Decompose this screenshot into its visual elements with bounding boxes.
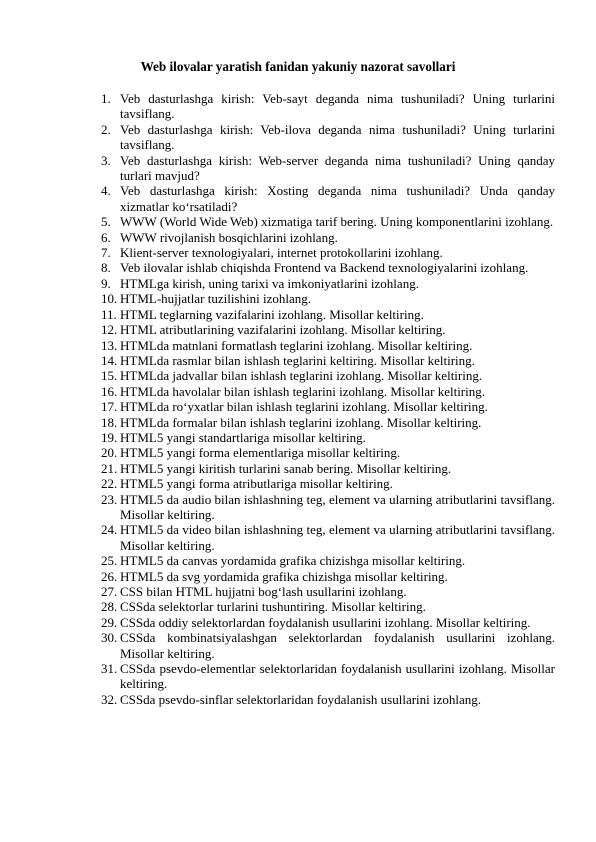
question-item [101, 445, 555, 460]
question-number: 22. [101, 476, 118, 492]
question-text: Veb dasturlashga kirish: Veb-ilova deganda nima tushuniladi? Uning turlarini tavsiflang. [120, 121, 555, 153]
question-text: HTMLga kirish, uning tarixi va imkoniyatlarini izohlang. [120, 275, 419, 291]
question-number: 29. [101, 614, 118, 630]
question-item [101, 368, 555, 383]
question-item [101, 384, 555, 399]
question-text: HTML5 da canvas yordamida grafika chizishga misollar keltiring. [120, 553, 466, 569]
question-text: HTML5 da video bilan ishlashning teg, element va ularning atributlarini tavsiflang. Misollar keltiring. [120, 522, 555, 553]
document-title: Web ilovalar yaratish fanidan yakuniy nazorat savollari [140, 59, 456, 74]
question-text: HTML-hujjatlar tuzilishini izohlang. [120, 291, 311, 307]
question-number: 23. [101, 491, 118, 507]
question-text: CSSda psevdo-sinflar selektorlaridan foydalanish usullarini izohlang. [120, 691, 482, 707]
question-text: Veb dasturlashga kirish: Web-server deganda nima tushuniladi? Uning qanday turlari mavjud? [120, 152, 555, 184]
question-number: 18. [101, 414, 118, 430]
question-item [101, 553, 555, 568]
question-number: 21. [101, 460, 118, 476]
question-item [101, 353, 555, 368]
question-number: 27. [101, 584, 118, 599]
question-item [101, 260, 555, 275]
question-item [101, 430, 555, 445]
question-item [101, 230, 555, 245]
question-number: 19. [101, 429, 118, 445]
question-text: CSSda oddiy selektorlardan foydalanish usullarini izohlang. Misollar keltiring. [120, 614, 531, 630]
question-number: 26. [101, 568, 118, 584]
question-text: HTMLda rasmlar bilan ishlash teglarini keltiring. Misollar keltiring. [120, 352, 475, 368]
question-item [101, 569, 555, 584]
question-number: 7. [101, 245, 111, 261]
question-text: Veb ilovalar ishlab chiqishda Frontend va Backend texnologiyalarini izohlang. [120, 260, 529, 276]
question-text: HTML5 yangi standartlariga misollar keltiring. [120, 429, 366, 445]
question-text: Klient-server texnologiyalari, internet protokollarini izohlang. [120, 245, 443, 261]
question-text: HTMLda ro‘yxatlar bilan ishlash teglarini izohlang. Misollar keltiring. [120, 399, 488, 415]
question-text: Veb dasturlashga kirish: Xosting deganda nima tushuniladi? Unda qanday xizmatlar ko‘rsatiladi? [120, 183, 555, 214]
question-item [101, 399, 555, 414]
question-text: HTML5 da svg yordamida grafika chizishga misollar keltiring. [120, 568, 448, 584]
question-text: CSSda psevdo-elementlar selektorlaridan foydalanish usullarini izohlang. Misollar keltiring. [120, 661, 555, 692]
question-item [101, 122, 555, 153]
question-number: 28. [101, 599, 118, 615]
question-number: 9. [101, 275, 111, 291]
question-item [101, 245, 555, 260]
question-text: HTML5 da audio bilan ishlashning teg, element va ularning atributlarini tavsiflang. Misollar keltiring. [120, 491, 555, 522]
question-text: WWW (World Wide Web) xizmatiga tarif bering. Uning komponentlarini izohlang. [120, 214, 554, 230]
question-item [101, 661, 555, 692]
question-number: 24. [101, 522, 118, 538]
question-text: Veb dasturlashga kirish: Veb-sayt deganda nima tushuniladi? Uning turlarini tavsiflang. [120, 91, 555, 122]
question-item [101, 276, 555, 291]
question-item [101, 476, 555, 491]
question-item [101, 692, 555, 707]
question-number: 1. [101, 91, 111, 106]
question-number: 4. [101, 183, 111, 199]
question-number: 3. [101, 152, 111, 168]
question-number: 15. [101, 368, 118, 384]
question-number: 25. [101, 553, 118, 569]
question-number: 32. [101, 691, 118, 707]
question-item [101, 307, 555, 322]
question-text: HTMLda formalar bilan ishlash teglarini izohlang. Misollar keltiring. [120, 414, 482, 430]
question-number: 5. [101, 214, 111, 230]
question-item [101, 214, 555, 229]
question-item [101, 584, 555, 599]
question-number: 2. [101, 121, 111, 137]
question-number: 31. [101, 661, 118, 677]
question-text: HTML5 yangi forma atributlariga misollar keltiring. [120, 476, 393, 492]
question-item [101, 291, 555, 306]
question-text: HTMLda jadvallar bilan ishlash teglarini izohlang. Misollar keltiring. [120, 368, 483, 384]
question-item [101, 522, 555, 553]
question-number: 16. [101, 383, 118, 399]
question-text: CSS bilan HTML hujjatni bog‘lash usullarini izohlang. [120, 584, 407, 599]
question-text: HTMLda havolalar bilan ishlash teglarini izohlang. Misollar keltiring. [120, 383, 485, 399]
question-text: HTML atributlarining vazifalarini izohlang. Misollar keltiring. [120, 322, 446, 338]
question-item [101, 183, 555, 214]
question-list [101, 91, 555, 707]
question-item [101, 630, 555, 661]
question-number: 14. [101, 352, 118, 368]
question-item [101, 415, 555, 430]
question-number: 12. [101, 322, 118, 338]
question-text: HTML teglarning vazifalarini izohlang. Misollar keltiring. [120, 306, 424, 322]
question-text: CSSda kombinatsiyalashgan selektorlardan foydalanish usullarini izohlang. Misollar keltiring. [120, 630, 555, 661]
question-number: 8. [101, 260, 111, 276]
question-number: 6. [101, 229, 111, 245]
question-number: 13. [101, 337, 118, 353]
question-text: HTML5 yangi forma elementlariga misollar keltiring. [120, 445, 401, 461]
question-number: 30. [101, 630, 118, 646]
question-item [101, 492, 555, 523]
question-number: 20. [101, 445, 118, 461]
question-text: WWW rivojlanish bosqichlarini izohlang. [120, 229, 338, 245]
question-number: 10. [101, 291, 118, 307]
question-item [101, 338, 555, 353]
question-item [101, 322, 555, 337]
question-item [101, 91, 555, 122]
question-item [101, 599, 555, 614]
question-text: CSSda selektorlar turlarini tushuntiring. Misollar keltiring. [120, 599, 426, 615]
question-item [101, 153, 555, 184]
question-text: HTML5 yangi kiritish turlarini sanab bering. Misollar keltiring. [120, 460, 452, 476]
question-number: 11. [101, 306, 117, 322]
question-item [101, 615, 555, 630]
question-number: 17. [101, 399, 118, 415]
question-text: HTMLda matnlani formatlash teglarini izohlang. Misollar keltiring. [120, 337, 473, 353]
question-item [101, 461, 555, 476]
